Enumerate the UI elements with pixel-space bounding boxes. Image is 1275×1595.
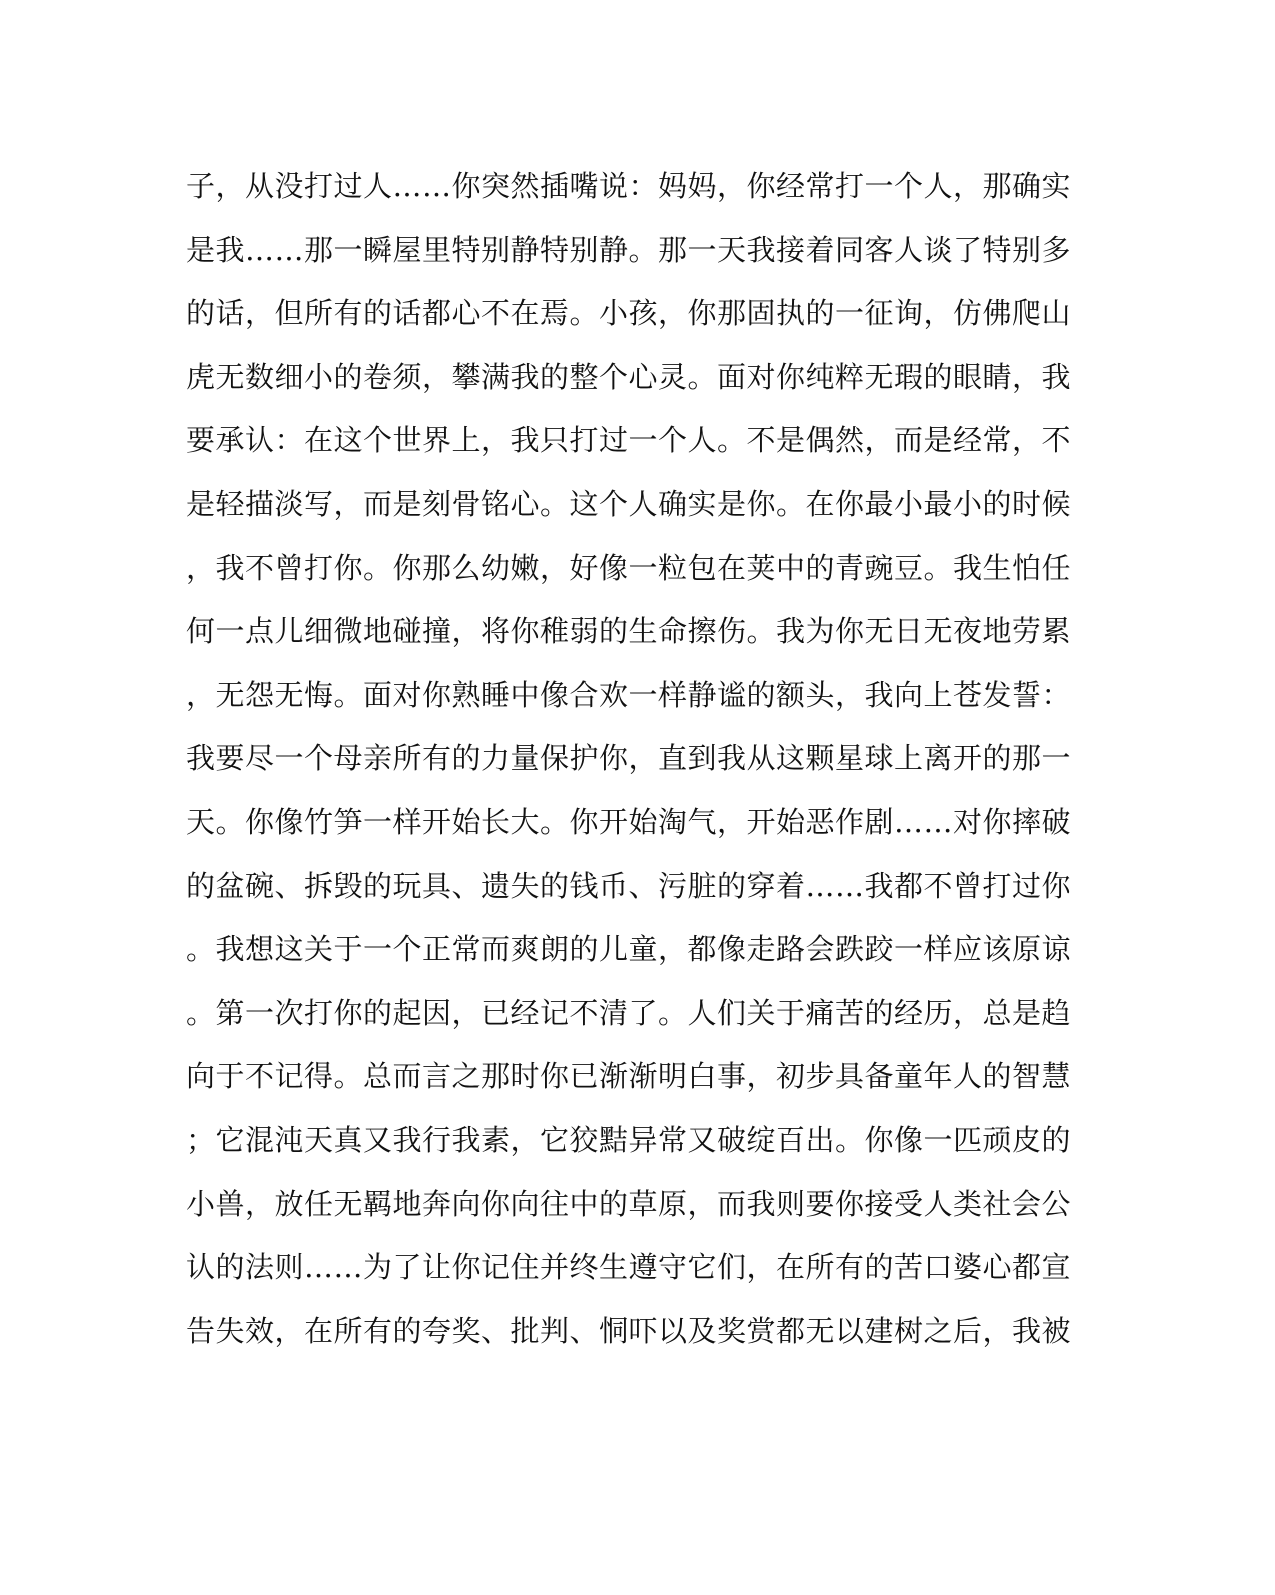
text-line: 要承认：在这个世界上，我只打过一个人。不是偶然，而是经常，不 [186, 423, 1072, 458]
text-line: 何一点儿细微地碰撞，将你稚弱的生命擦伤。我为你无日无夜地劳累 [186, 614, 1072, 649]
text-line: 我要尽一个母亲所有的力量保护你，直到我从这颗星球上离开的那一 [186, 741, 1072, 776]
text-line: ，我不曾打你。你那么幼嫩，好像一粒包在荚中的青豌豆。我生怕任 [186, 550, 1072, 585]
text-line: 是轻描淡写，而是刻骨铭心。这个人确实是你。在你最小最小的时候 [186, 486, 1072, 521]
text-line: 天。你像竹笋一样开始长大。你开始淘气，开始恶作剧……对你摔破 [186, 804, 1072, 839]
text-line: 的话，但所有的话都心不在焉。小孩，你那固执的一征询，仿佛爬山 [186, 296, 1072, 331]
text-line: 小兽，放任无羁地奔向你向往中的草原，而我则要你接受人类社会公 [186, 1186, 1072, 1221]
text-line: 子，从没打过人……你突然插嘴说：妈妈，你经常打一个人，那确实 [186, 169, 1072, 203]
text-line: 告失效，在所有的夸奖、批判、恫吓以及奖赏都无以建树之后，我被 [186, 1313, 1072, 1348]
body-text [186, 155, 1072, 1363]
text-line: 。我想这关于一个正常而爽朗的儿童，都像走路会跌跤一样应该原谅 [186, 932, 1072, 967]
text-line: 向于不记得。总而言之那时你已渐渐明白事，初步具备童年人的智慧 [186, 1059, 1072, 1094]
text-line: 虎无数细小的卷须，攀满我的整个心灵。面对你纯粹无瑕的眼睛，我 [186, 359, 1072, 394]
text-line: 认的法则……为了让你记住并终生遵守它们，在所有的苦口婆心都宣 [186, 1250, 1072, 1285]
text-line: ；它混沌天真又我行我素，它狡黠异常又破绽百出。你像一匹顽皮的 [186, 1122, 1072, 1157]
text-line: 的盆碗、拆毁的玩具、遗失的钱币、污脏的穿着……我都不曾打过你 [186, 868, 1072, 903]
text-line: ，无怨无悔。面对你熟睡中像合欢一样静谧的额头，我向上苍发誓： [186, 677, 1072, 712]
text-line: 。第一次打你的起因，已经记不清了。人们关于痛苦的经历，总是趋 [186, 995, 1072, 1030]
text-line: 是我……那一瞬屋里特别静特别静。那一天我接着同客人谈了特别多 [186, 232, 1072, 267]
